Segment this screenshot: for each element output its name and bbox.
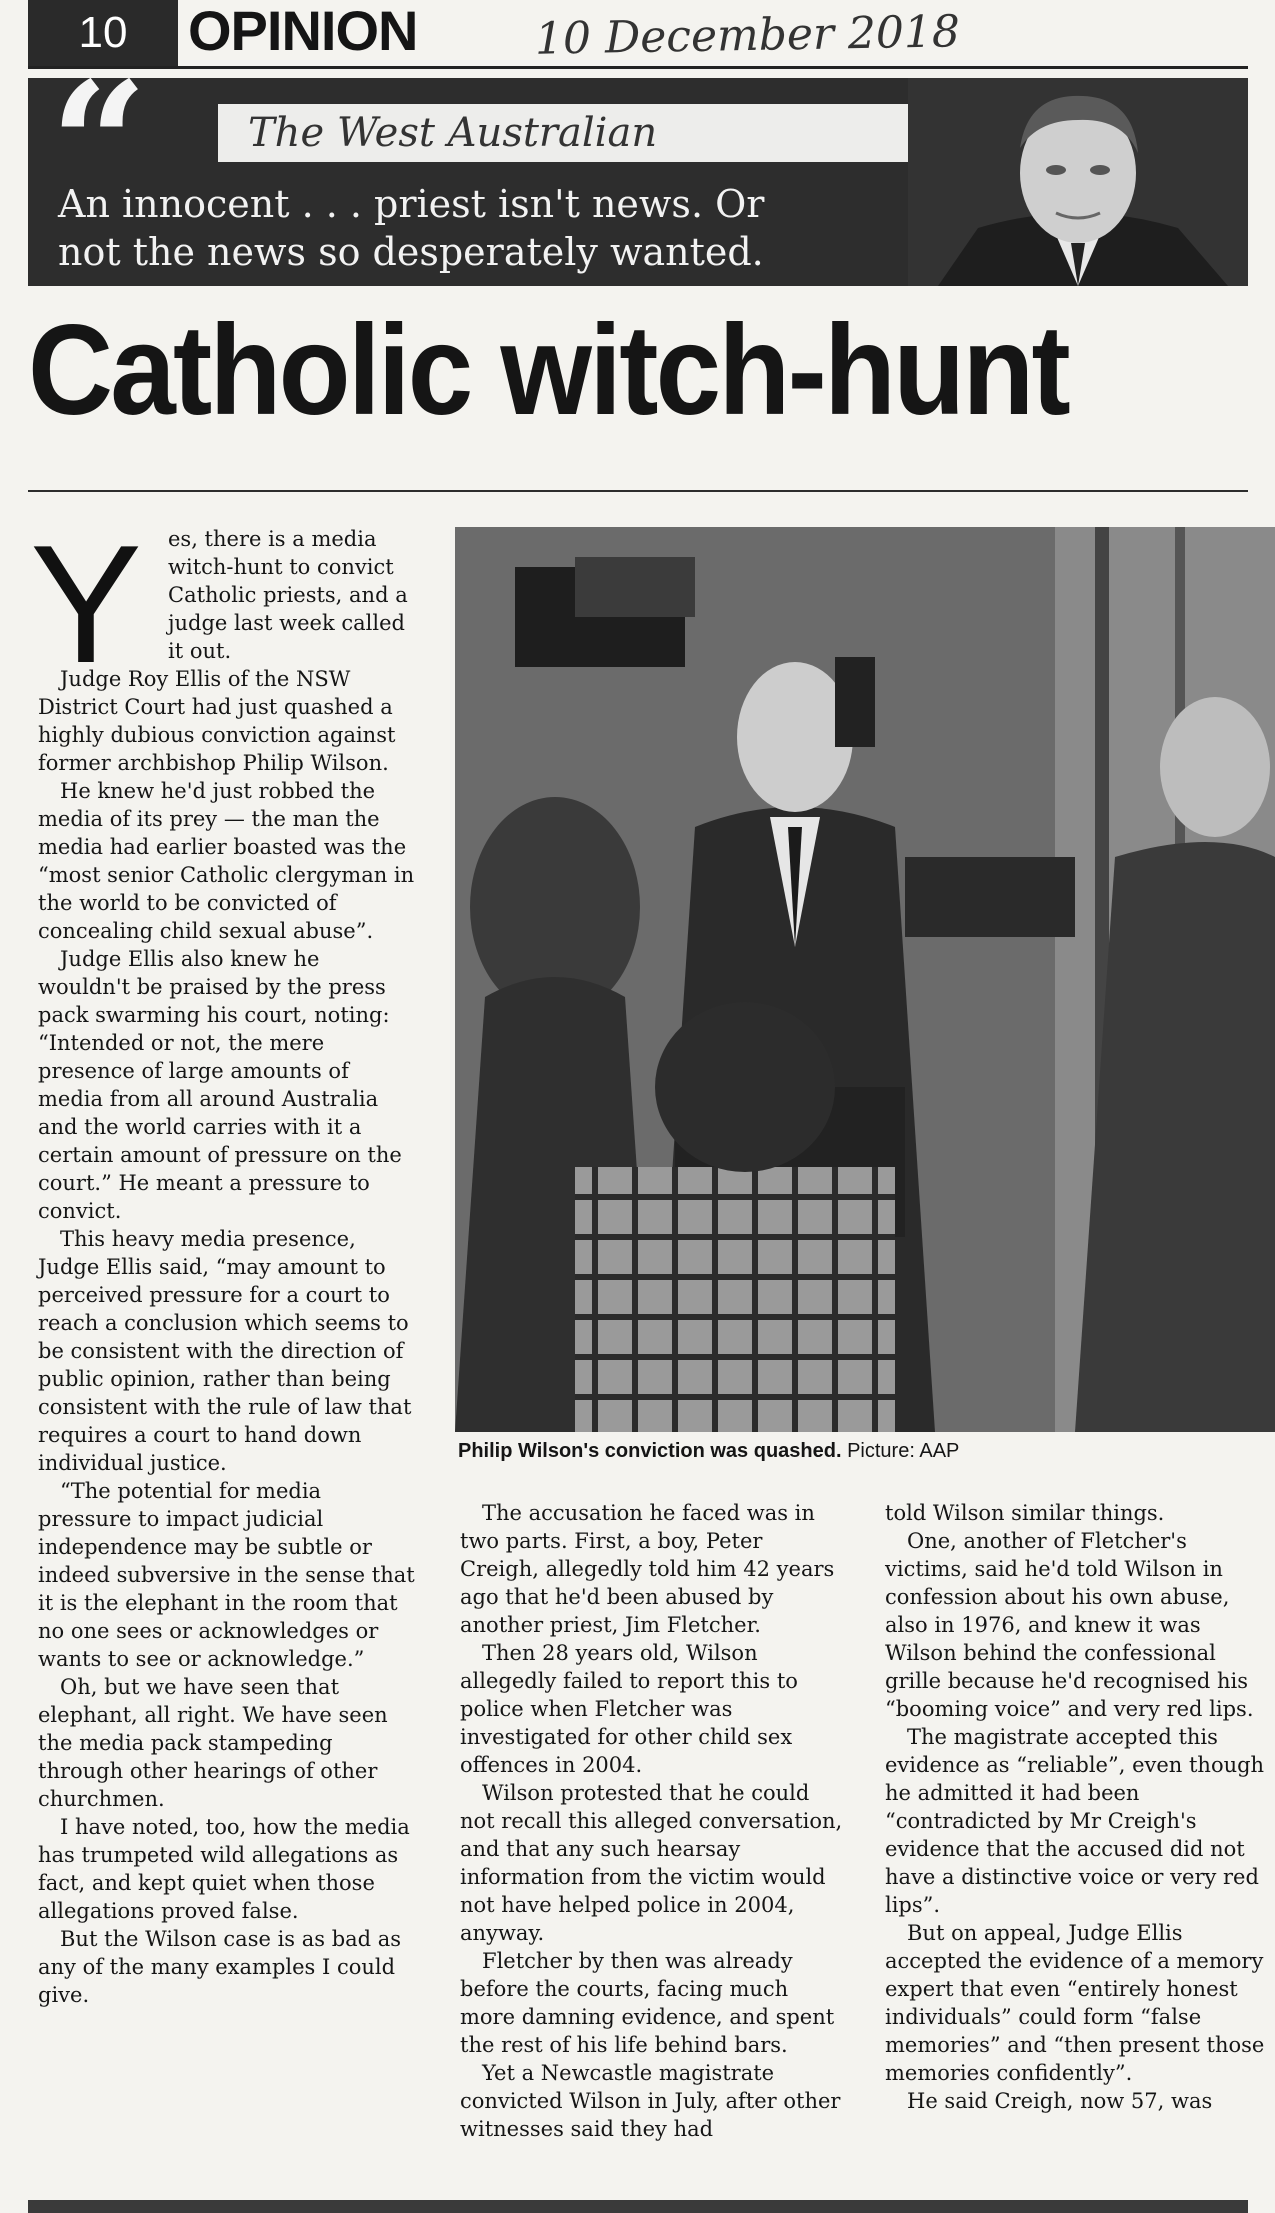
paragraph: Fletcher by then was already before the courts, facing much more damning evidence, and spent the rest of his life behind bars.: [460, 1949, 835, 2057]
lead-paragraph: es, there is a media witch-hunt to convict Catholic priests, and a judge last week called it out.: [168, 527, 408, 663]
paragraph: The accusation he faced was in two parts. First, a boy, Peter Creigh, allegedly told him 42 years ago that he'd been abused by another priest, Jim Fletcher.: [460, 1501, 835, 1637]
article-column-3: [885, 1499, 1265, 2115]
kicker-line-1: An innocent . . . priest isn't news. Or: [58, 182, 765, 226]
article-column-1: [38, 665, 418, 2009]
drop-cap: Y: [30, 510, 143, 698]
quote-mark-icon: “: [50, 78, 148, 245]
caption-text: Philip Wilson's conviction was quashed.: [458, 1440, 842, 1462]
kicker-line-2: not the news so desperately wanted.: [58, 230, 764, 274]
paragraph: The magistrate accepted this evidence as “reliable”, even though he admitted it had been “contradicted by Mr Creigh's evidence that the accused did not have a distinctive voice or very red lips”.: [885, 1725, 1265, 1917]
publication-label: The West Australian: [218, 104, 928, 162]
article-column-2: [460, 1499, 845, 2143]
news-photo: [455, 527, 1275, 1432]
opinion-banner: [28, 78, 1248, 286]
caption-credit: Picture: AAP: [847, 1440, 960, 1462]
paragraph: Yet a Newcastle magistrate convicted Wilson in July, after other witnesses said they had: [460, 2061, 841, 2141]
page-number: 10: [28, 0, 178, 66]
paragraph: He said Creigh, now 57, was: [907, 2089, 1213, 2113]
paragraph: But on appeal, Judge Ellis accepted the evidence of a memory expert that even “entirely honest individuals” could form “false memories” and “then present those memories confidently”.: [885, 1921, 1265, 2085]
section-title: OPINION: [188, 0, 418, 62]
kicker: [58, 180, 878, 276]
paragraph: Wilson protested that he could not recall this alleged conversation, and that any such hearsay information from the victim would not have helped police in 2004, anyway.: [460, 1781, 843, 1945]
paragraph: But the Wilson case is as bad as any of the many examples I could give.: [38, 1927, 402, 2007]
headline: Catholic witch-hunt: [28, 299, 1069, 442]
photo-caption: [458, 1440, 959, 1463]
paragraph: Oh, but we have seen that elephant, all right. We have seen the media pack stampeding through other hearings of other churchmen.: [38, 1675, 388, 1811]
paragraph: This heavy media presence, Judge Ellis said, “may amount to perceived pressure for a court to reach a conclusion which seems to be consistent with the direction of public opinion, rather than being consistent with the rule of law that requires a court to hand down individual justice.: [38, 1227, 412, 1475]
footer-bar: [28, 2200, 1248, 2213]
headline-rule: [28, 490, 1248, 492]
paragraph: Judge Ellis also knew he wouldn't be praised by the press pack swarming his court, noting: “Intended or not, the mere presence of large amounts of media from all around Australia and the world carries with it a certain amount of pressure on the court.” He meant a pressure to convict.: [38, 947, 402, 1223]
handwritten-date: 10 December 2018: [534, 6, 961, 65]
paragraph: He knew he'd just robbed the media of its prey — the man the media had earlier boasted was the “most senior Catholic clergyman in the world to be convicted of concealing child sexual abuse”.: [38, 779, 415, 943]
header-rule: [28, 66, 1248, 69]
paragraph: “The potential for media pressure to impact judicial independence may be subtle or indeed subversive in the sense that it is the elephant in the room that no one sees or acknowledges or wants to see or acknowledge.”: [38, 1479, 415, 1671]
article-lead: [168, 525, 418, 665]
paragraph: told Wilson similar things.: [885, 1501, 1165, 1525]
paragraph: One, another of Fletcher's victims, said he'd told Wilson in confession about his own abuse, also in 1976, and knew it was Wilson behind the confessional grille because he'd recognised his “booming voice” and very red lips.: [885, 1529, 1254, 1721]
paragraph: I have noted, too, how the media has trumpeted wild allegations as fact, and kept quiet when those allegations proved false.: [38, 1815, 410, 1923]
paragraph: Judge Roy Ellis of the NSW District Court had just quashed a highly dubious conviction against former archbishop Philip Wilson.: [38, 667, 396, 775]
columnist-portrait: [908, 78, 1248, 286]
paragraph: Then 28 years old, Wilson allegedly failed to report this to police when Fletcher was investigated for other child sex offences in 2004.: [460, 1641, 798, 1777]
